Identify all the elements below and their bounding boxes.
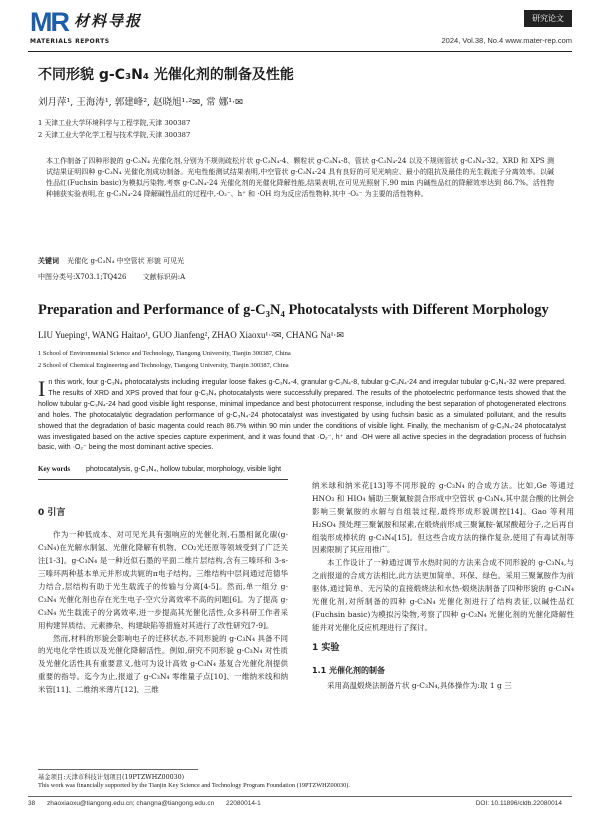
keywords-cn-label: 关键词: [38, 256, 59, 265]
affiliation-cn-2: 2 天津工业大学化学工程与技术学院,天津 300387: [38, 131, 191, 139]
affiliation-en-1: 1 School of Environmental Science and Technology, Tiangong University, Tianjin 300387, China: [38, 350, 291, 357]
journal-name-cn: 材料导报: [74, 12, 143, 30]
subsection-heading-preparation: 1.1 光催化剂的制备: [312, 666, 385, 676]
journal-name-en: MATERIALS REPORTS: [30, 38, 110, 45]
logo-letters: MR: [30, 7, 68, 36]
corresponding-emails: zhaoxiaoxu@tiangong.edu.cn; changna@tiangong.edu.cn: [47, 800, 215, 807]
authors-cn: 刘月萍¹, 王海涛¹, 郭建峰², 赵晓旭¹·²✉, 常 娜¹·✉: [38, 97, 243, 108]
clc-number: 中图分类号:X703.1;TQ426: [38, 273, 127, 281]
document-code: 文献标识码:A: [142, 273, 186, 281]
keywords-en-label: Key words: [38, 465, 71, 473]
right-paragraph-1: 纳米球和纳米花[13]等不同形貌的 g-C₃N₄ 的合成方法。比如,Ge 等通过 HNO₃ 和 HIO₄ 辅助三聚氰胺混合形成中空管状 g-C₃N₄,其中混合酸的比例会影响三聚氰胺的水解与自组装过程,最终形成形貌调控[14]。Gao 等利用 H₂SO₄ 预处理三聚氰胺和尿素,在煅烧前形成三聚氰胺-氰尿酸超分子,之后再自组装形成棒状的 g-C₃N₄[15]。但这些合成方法的操作复杂,使用了有毒试剂等因素限制了其应用推广。: [312, 481, 574, 555]
abstract-en-dropcap: I: [38, 376, 46, 401]
page-footer: [28, 796, 572, 807]
header-rule: [28, 51, 572, 52]
abstract-cn: [46, 156, 554, 199]
keywords-rule: [38, 479, 288, 480]
classification-cn: [38, 272, 199, 282]
intro-paragraph-1: 作为一种低成本、对可见光具有强响应的光催化剂,石墨相氮化碳(g-C₃N₄)在光解水制氢、光催化降解有机物、CO₂光还原等领域受到了广泛关注[1-3]。g-C₃N₄ 是一种近似石墨的平面二维片层结构,含有三嗪环和 3-s-三嗪环两种基本单元并形成共轭的π电子结构。三维结构中层间通过范德华力结合,层结构有助于光生载流子的传输与分离[4-5]。然而,单一组分 g-C₃N₄ 光催化剂也存在光生电子-空穴分离效率不高的问题[6]。为了提高 g-C₃N₄ 光生载流子的分离效率,进一步提高其光催化活性,众多科研工作者采用构建异质结、元素掺杂、构建缺陷等措施对其进行了改性研究[7-9]。: [38, 530, 288, 630]
journal-logo-icon: [28, 6, 70, 36]
section-heading-experiment: 1 实验: [312, 642, 340, 653]
article-id: 22080014-1: [226, 800, 261, 807]
section-heading-intro: 0 引言: [38, 508, 66, 518]
journal-citation: 2024, Vol.38, No.4 www.mater-rep.com: [441, 36, 572, 45]
journal-header: [28, 6, 572, 50]
keywords-cn: [38, 256, 184, 266]
keywords-cn-text: 光催化 g-C₃N₄ 中空管状 形貌 可见光: [67, 257, 185, 265]
affiliation-en-2: 2 School of Chemical Engineering and Technology, Tiangong University, Tianjin 300387, China: [38, 362, 289, 369]
footnote-rule: [38, 769, 198, 770]
doi: DOI: 10.11896/cldb.22080014: [475, 800, 562, 807]
keywords-en: [38, 465, 281, 473]
title-cn: 不同形貌 g-C₃N₄ 光催化剂的制备及性能: [38, 67, 294, 83]
intro-paragraph-2: 然而,材料的形貌会影响电子的迁移状态,不同形貌的 g-C₃N₄ 具备不同的光电化学性质以及光催化降解活性。例如,研究不同形貌 g-C₃N₄ 对性质及光催化活性具有重要意义,他可为设计高效 g-C₃N₄ 基复合光催化剂提供重要的指导。迄今为止,报道了 g-C₃N₄ 零维量子点[10]、一维纳米线和纳米管[11]、二维纳米薄片[12]、三维: [38, 633, 288, 695]
affiliation-cn-1: 1 天津工业大学环境科学与工程学院,天津 300387: [38, 119, 191, 127]
keywords-en-text: photocatalysis, g-C₃N₄, hollow tubular, morphology, visible light: [86, 466, 282, 473]
abstract-en: [38, 378, 566, 454]
page-number: 38: [28, 800, 36, 807]
body-right-column: [312, 480, 574, 693]
title-en: Preparation and Performance of g-C₃N₄ Photocatalysts with Different Morphology: [38, 302, 549, 318]
body-left-column: [38, 500, 288, 697]
abstract-cn-text: 本工作制备了四种形貌的 g-C₃N₄ 光催化剂,分别为不规则疏松片状 g-C₃N₄-4、颗粒状 g-C₃N₄-8、管状 g-C₃N₄-24 以及不规则管状 g-C₃N₄-32。XRD 和 XPS 测试结果证明四种 g-C₃N₄ 光催化剂成功制备。光电性能测试结果表明,中空管状 g-C₃N₄-24 具有良好的可见光响应、最小的阻抗及最佳的光生载流子分离效率。以碱性品红(Fuchsin basic)为模拟污染物,考察 g-C₃N₄-24 光催化剂的光催化降解性能,结果表明,在可见光照射下,90 min 内碱性品红的降解效率达到 86.7%。活性物种捕获实验表明,在 g-C₃N₄-24 降解碱性品红的过程中,·O₂⁻、h⁺ 和 ·OH 均为反应活性物种,其中 ·O₂⁻ 为主要的活性物种。: [46, 157, 554, 198]
article-type-badge: 研究论文: [524, 10, 572, 27]
authors-en: LIU Yueping¹, WANG Haitao¹, GUO Jianfeng², ZHAO Xiaoxu¹·²✉, CHANG Na¹·✉: [38, 330, 344, 340]
preparation-paragraph: 采用高温煅烧法制备片状 g-C₃N₄,具体操作为:取 1 g 三: [327, 680, 512, 690]
funding-cn: 基金项目:天津市科技计划项目(19PTZWHZ00030): [38, 774, 185, 781]
funding-en: This work was financially supported by the Tianjin Key Science and Technology Program Foundation (19PTZWHZ00030).: [38, 782, 350, 789]
abstract-en-text: n this work, four g-C₃N₄ photocatalysts including irregular loose flakes g-C₃N₄-4, granular g-C₃N₄-8, tubular g-C₃N₄-24 and irregular tubular g-C₃N₄-32 were prepared. The results of XRD and XPS proved that four g-C₃N₄ photocatalysts were successfully prepared. The results of the photoelectric performance tests showed that the hollow tubular g-C₃N₄-24 had good visible light response, minimal impedance and best photocurrent response, including the best separation of photogenerated electrons and holes. The photocatalytic degradation performance of g-C₃N₄-24 photocatalyst was investigated by using fuchsin basic as a simulated pollutant, and the results showed that the degradation of basic magenta could reach 86.7% within 90 min under the conditions of visible light. Finally, the mechanism of g-C₃N₄-24 photocatalyst was investigated based on the active species capture experiment, and it was found that ·O₂⁻, h⁺ and ·OH were all active species in the degradation process of fuchsin basic, with ·O₂⁻ being the most dominant active species.: [38, 379, 566, 452]
right-paragraph-2: 本工作设计了一种通过调节水热时间的方法来合成不同形貌的 g-C₃N₄,与之前报道的合成方法相比,此方法更加简单、环保、绿色。采用三聚氰胺作为前驱体,通过简单、无污染的直接煅烧法和水热-煅烧法制备了四种形貌的 g-C₃N₄ 光催化剂,对所制备的四种 g-C₃N₄ 光催化剂进行了结构表征,以碱性品红(Fuchsin basic)为模拟污染物,考察了四种 g-C₃N₄ 光催化剂的光催化降解性能并对光催化反应机理进行了探讨。: [312, 558, 574, 632]
